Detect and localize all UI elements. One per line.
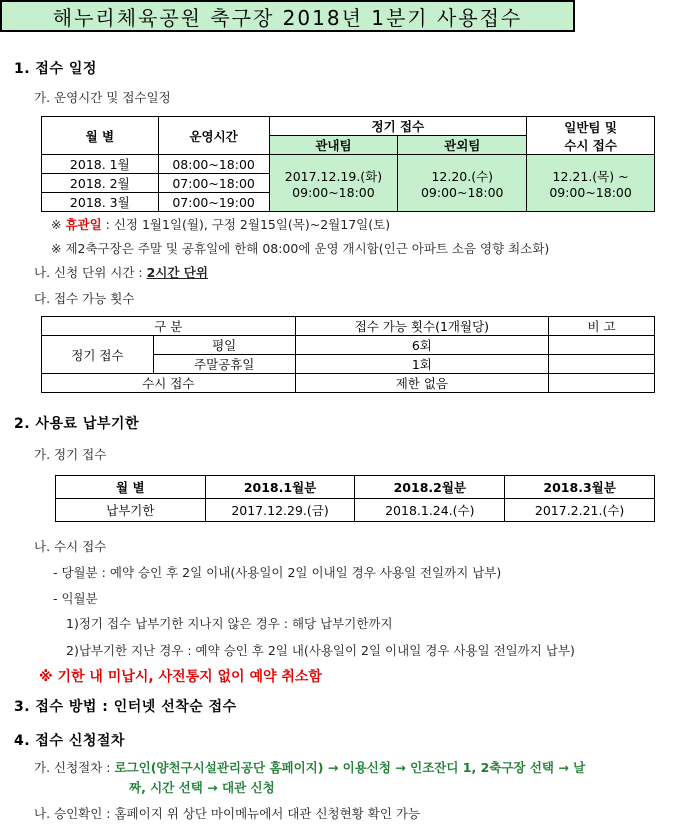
section-1-heading: 1. 접수 일정 (14, 61, 97, 77)
section-1b-label (34, 263, 208, 281)
header-jan: 2018.1월분 (205, 476, 355, 499)
count-table (41, 316, 655, 393)
anytime-label: 수시 접수 (42, 374, 296, 393)
external-schedule (398, 155, 527, 212)
deadline-mar: 2017.2.21.(수) (505, 499, 655, 522)
header-general-line1: 일반팀 및 (564, 119, 617, 135)
section-2a-label: 가. 정기 접수 (34, 447, 107, 462)
weekday-count: 6회 (295, 336, 549, 355)
section-2b-label: 나. 수시 접수 (34, 539, 107, 554)
closed-day-text: : 신정 1월1일(월), 구정 2월15일(목)~2월17일(토) (101, 217, 391, 232)
note-cell (549, 336, 655, 355)
next-month-rule-1: 1)정기 접수 납부기한 지나지 않은 경우 : 해당 납부기한까지 (66, 616, 393, 631)
general-schedule (527, 155, 655, 212)
current-month-rule: - 당월분 : 예약 승인 후 2일 이내(사용일이 2일 이내일 경우 사용일 전일까지 납부) (53, 565, 502, 580)
section-1c-label: 다. 접수 가능 횟수 (34, 291, 135, 306)
next-month-label: - 익월분 (53, 591, 98, 606)
header-mar: 2018.3월분 (505, 476, 655, 499)
next-month-rule-2: 2)납부기한 지난 경우 : 예약 승인 후 2일 내(사용일이 2일 이내일 경우 사용일 전일까지 납부) (66, 643, 575, 658)
section-3-heading: 3. 접수 방법 : 인터넷 선착순 접수 (14, 699, 237, 715)
field2-note: ※ 제2축구장은 주말 및 공휴일에 한해 08:00에 운영 개시함(인근 아파트 소음 영향 최소화) (51, 241, 550, 256)
anytime-count: 제한 없음 (295, 374, 549, 393)
unit-time-value: 2시간 단위 (146, 265, 208, 280)
deadline-label: 납부기한 (56, 499, 206, 522)
weekend-label: 주말공휴일 (153, 355, 295, 374)
header-external: 관외팀 (398, 136, 527, 155)
note-cell (549, 374, 655, 393)
external-time: 09:00~18:00 (420, 184, 504, 200)
header-regular: 정기 접수 (269, 117, 527, 136)
weekday-label: 평일 (153, 336, 295, 355)
row-month: 2018. 1월 (42, 155, 159, 174)
header-feb: 2018.2월분 (355, 476, 505, 499)
header-hours: 운영시간 (158, 117, 269, 155)
header-note: 비 고 (549, 317, 655, 336)
closed-day-label: 휴관일 (65, 217, 102, 232)
deadline-feb: 2018.1.24.(수) (355, 499, 505, 522)
weekend-count: 1회 (295, 355, 549, 374)
approval-check: 나. 승인확인 : 홈페이지 위 상단 마이메뉴에서 대관 신청현황 확인 가능 (34, 806, 421, 821)
note-cell (549, 355, 655, 374)
internal-schedule (269, 155, 398, 212)
section-4-heading: 4. 접수 신청절차 (14, 733, 125, 749)
procedure-prefix: 가. 신청절차 : (34, 760, 115, 775)
regular-label: 정기 접수 (42, 336, 154, 374)
section-2-heading: 2. 사용료 납부기한 (14, 416, 139, 432)
page-title: 해누리체육공원 축구장 2018년 1분기 사용접수 (0, 0, 575, 32)
general-time: 09:00~18:00 (549, 184, 632, 200)
procedure-steps: 로그인(양천구시설관리공단 홈페이지) → 이용신청 → 인조잔디 1, 2축구장 선택 → 날 (114, 760, 586, 775)
header-category: 구 분 (42, 317, 296, 336)
procedure-line-2: 짜, 시간 선택 → 대관 신청 (129, 780, 275, 795)
header-general (527, 117, 655, 155)
row-hours: 07:00~19:00 (158, 193, 269, 212)
general-date: 12.21.(목) ~ (552, 168, 629, 184)
closed-day-note (51, 215, 390, 233)
row-hours: 08:00~18:00 (158, 155, 269, 174)
internal-date: 2017.12.19.(화) (284, 168, 383, 184)
payment-table (55, 475, 655, 522)
note-mark: ※ (51, 217, 66, 232)
row-hours: 07:00~18:00 (158, 174, 269, 193)
schedule-table (41, 116, 655, 212)
cancel-warning: ※ 기한 내 미납시, 사전통지 없이 예약 취소함 (39, 669, 322, 685)
header-general-line2: 수시 접수 (564, 137, 617, 153)
header-internal: 관내팀 (269, 136, 398, 155)
header-month: 월 별 (56, 476, 206, 499)
unit-time-prefix: 나. 신청 단위 시간 : (34, 265, 147, 280)
deadline-jan: 2017.12.29.(금) (205, 499, 355, 522)
header-month: 월 별 (42, 117, 159, 155)
external-date: 12.20.(수) (431, 168, 494, 184)
row-month: 2018. 2월 (42, 174, 159, 193)
internal-time: 09:00~18:00 (292, 184, 375, 200)
header-count: 접수 가능 횟수(1개월당) (295, 317, 549, 336)
procedure-line-1 (34, 758, 585, 776)
row-month: 2018. 3월 (42, 193, 159, 212)
section-1a-label: 가. 운영시간 및 접수일정 (34, 90, 171, 105)
